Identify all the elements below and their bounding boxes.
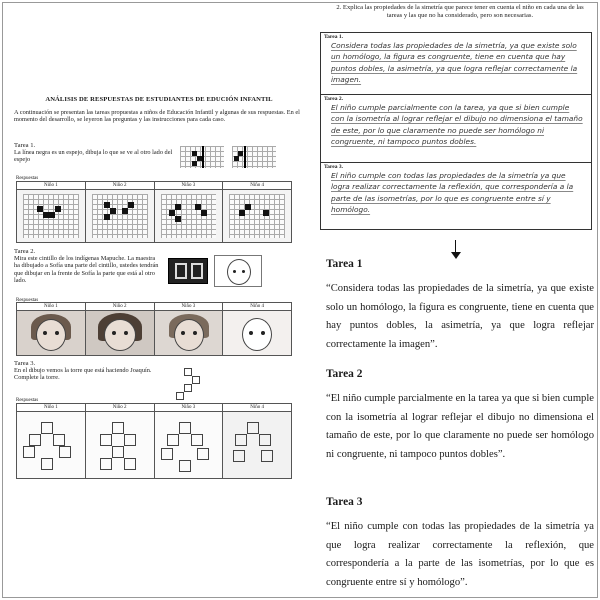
- task-2-response-2: Niño 2: [86, 303, 155, 355]
- task-3-respuestas-label: Respuestas: [16, 398, 39, 403]
- handwritten-row-3: [321, 163, 591, 229]
- task-3-response-4: Niño 4: [223, 404, 291, 478]
- task-3: [14, 360, 174, 382]
- handwritten-answer-table: [320, 32, 592, 230]
- task-1-response-2: Niño 2: [86, 182, 155, 242]
- task-1-response-4: Niño 4: [223, 182, 291, 242]
- transcription-3-text: “El niño cumple con todas las propiedades de la simetría ya que logra realizar correctamente la reflexión, que correspondería a la parte de las isometrías, por lo que es congruente entre sí y homólogo”.: [326, 521, 594, 588]
- transcription-2-text: “El niño cumple parcialmente en la tarea ya que si bien cumple con la isometría al lograr reflejar el dibujo no dimensiona el tamaño de este, por lo que claramente no puede ser homólogo ni congruente, ni tampoco puntos dobles”.: [326, 393, 594, 460]
- task-1-grid-image-2: [232, 146, 276, 168]
- transcription-1: [326, 258, 594, 354]
- worksheet-title: ANÁLISIS DE RESPUESTAS DE ESTUDIANTES DE EDUCIÓN INFANTIL: [45, 96, 273, 103]
- handwritten-row-3-label: Tarea 3.: [324, 164, 343, 170]
- handwritten-row-2: [321, 95, 591, 163]
- task-1-text: La línea negra es un espejo, dibuja lo que se ve al otro lado del espejo: [14, 149, 173, 164]
- task-2-respuestas-label: Respuestas: [16, 298, 39, 303]
- mapuche-cintillo-image: [168, 258, 208, 284]
- task-2-response-3: Niño 3: [155, 303, 224, 355]
- task-1: [14, 142, 174, 164]
- task-2-response-4: Niño 4: [223, 303, 291, 355]
- task-2-heading: Tarea 2.: [14, 248, 36, 255]
- question-2-heading: 2. Explica las propiedades de la simetría que parece tener en cuenta el niño en cada una de las tareas y las que no ha considerado, pero son necesarias.: [336, 4, 584, 19]
- task-1-responses: [16, 181, 292, 243]
- transcription-2: [326, 368, 594, 464]
- task-3-response-1: Niño 1: [17, 404, 86, 478]
- tower-image: [174, 368, 204, 404]
- transcription-2-heading: Tarea 2: [326, 368, 363, 380]
- handwritten-row-2-label: Tarea 2.: [324, 96, 343, 102]
- task-1-response-3: Niño 3: [155, 182, 224, 242]
- handwritten-answer-2: El niño cumple parcialmente con la tarea, ya que si bien cumple con la isometría al lograr reflejar el dibujo no dimensiona el tamaño de este, por lo que claramente no puede ser homólogo ni congruente, ni tampoco puntos dobles.: [331, 103, 583, 147]
- transcription-1-text: “Considera todas las propiedades de la simetría, ya que existe solo un homólogo, la figura es congruente, tiene en cuenta que hay puntos dobles, la asimetría, ya que logra reflejar correctamente la imagen”.: [326, 283, 594, 350]
- task-3-response-2: Niño 2: [86, 404, 155, 478]
- left-page: [14, 96, 304, 132]
- task-3-heading: Tarea 3.: [14, 360, 36, 367]
- handwritten-answer-3: El niño cumple con todas las propiedades de la simetría ya que logra realizar correctamente la reflexión, que correspondería a la parte de las isometrías, por lo que es congruente entre sí y homólogo.: [331, 171, 574, 215]
- handwritten-row-1-label: Tarea 1.: [324, 34, 343, 40]
- sofia-drawing-image: [214, 255, 262, 287]
- task-3-responses: [16, 403, 292, 479]
- worksheet-intro: A continuación se presentan las tareas propuestas a niños de Educación Infantil y algunas de sus respuestas. En el momento del desarrollo, se leyeron las preguntas y las instrucciones para cada caso.: [14, 109, 300, 124]
- task-1-grid-image: [180, 146, 224, 168]
- task-1-heading: Tarea 1.: [14, 142, 36, 149]
- task-2-responses: [16, 302, 292, 356]
- task-2: [14, 248, 162, 284]
- transcription-1-heading: Tarea 1: [326, 258, 363, 270]
- task-1-response-1: Niño 1: [17, 182, 86, 242]
- transcription-3-heading: Tarea 3: [326, 496, 363, 508]
- transcription-3: [326, 496, 594, 592]
- task-2-response-1: Niño 1: [17, 303, 86, 355]
- task-3-text: En el dibujo vemos la torre que está haciendo Joaquín. Complete la torre.: [14, 367, 152, 382]
- task-2-text: Mira este cintillo de los indígenas Mapuche. La maestra ha dibujado a Sofía una parte del cintillo, ustedes tendrán que dibujar en la frente de Sofía la parte que está al otro lado.: [14, 255, 159, 284]
- task-1-respuestas-label: Respuestas: [16, 176, 39, 181]
- task-3-response-3: Niño 3: [155, 404, 224, 478]
- handwritten-answer-1: Considera todas las propiedades de la simetría, ya que existe solo un homólogo, la figura es congruente, tiene en cuenta que hay puntos dobles, la asimetría, ya que logra reflejar correctamente la imagen.: [331, 41, 578, 85]
- handwritten-row-1: [321, 33, 591, 95]
